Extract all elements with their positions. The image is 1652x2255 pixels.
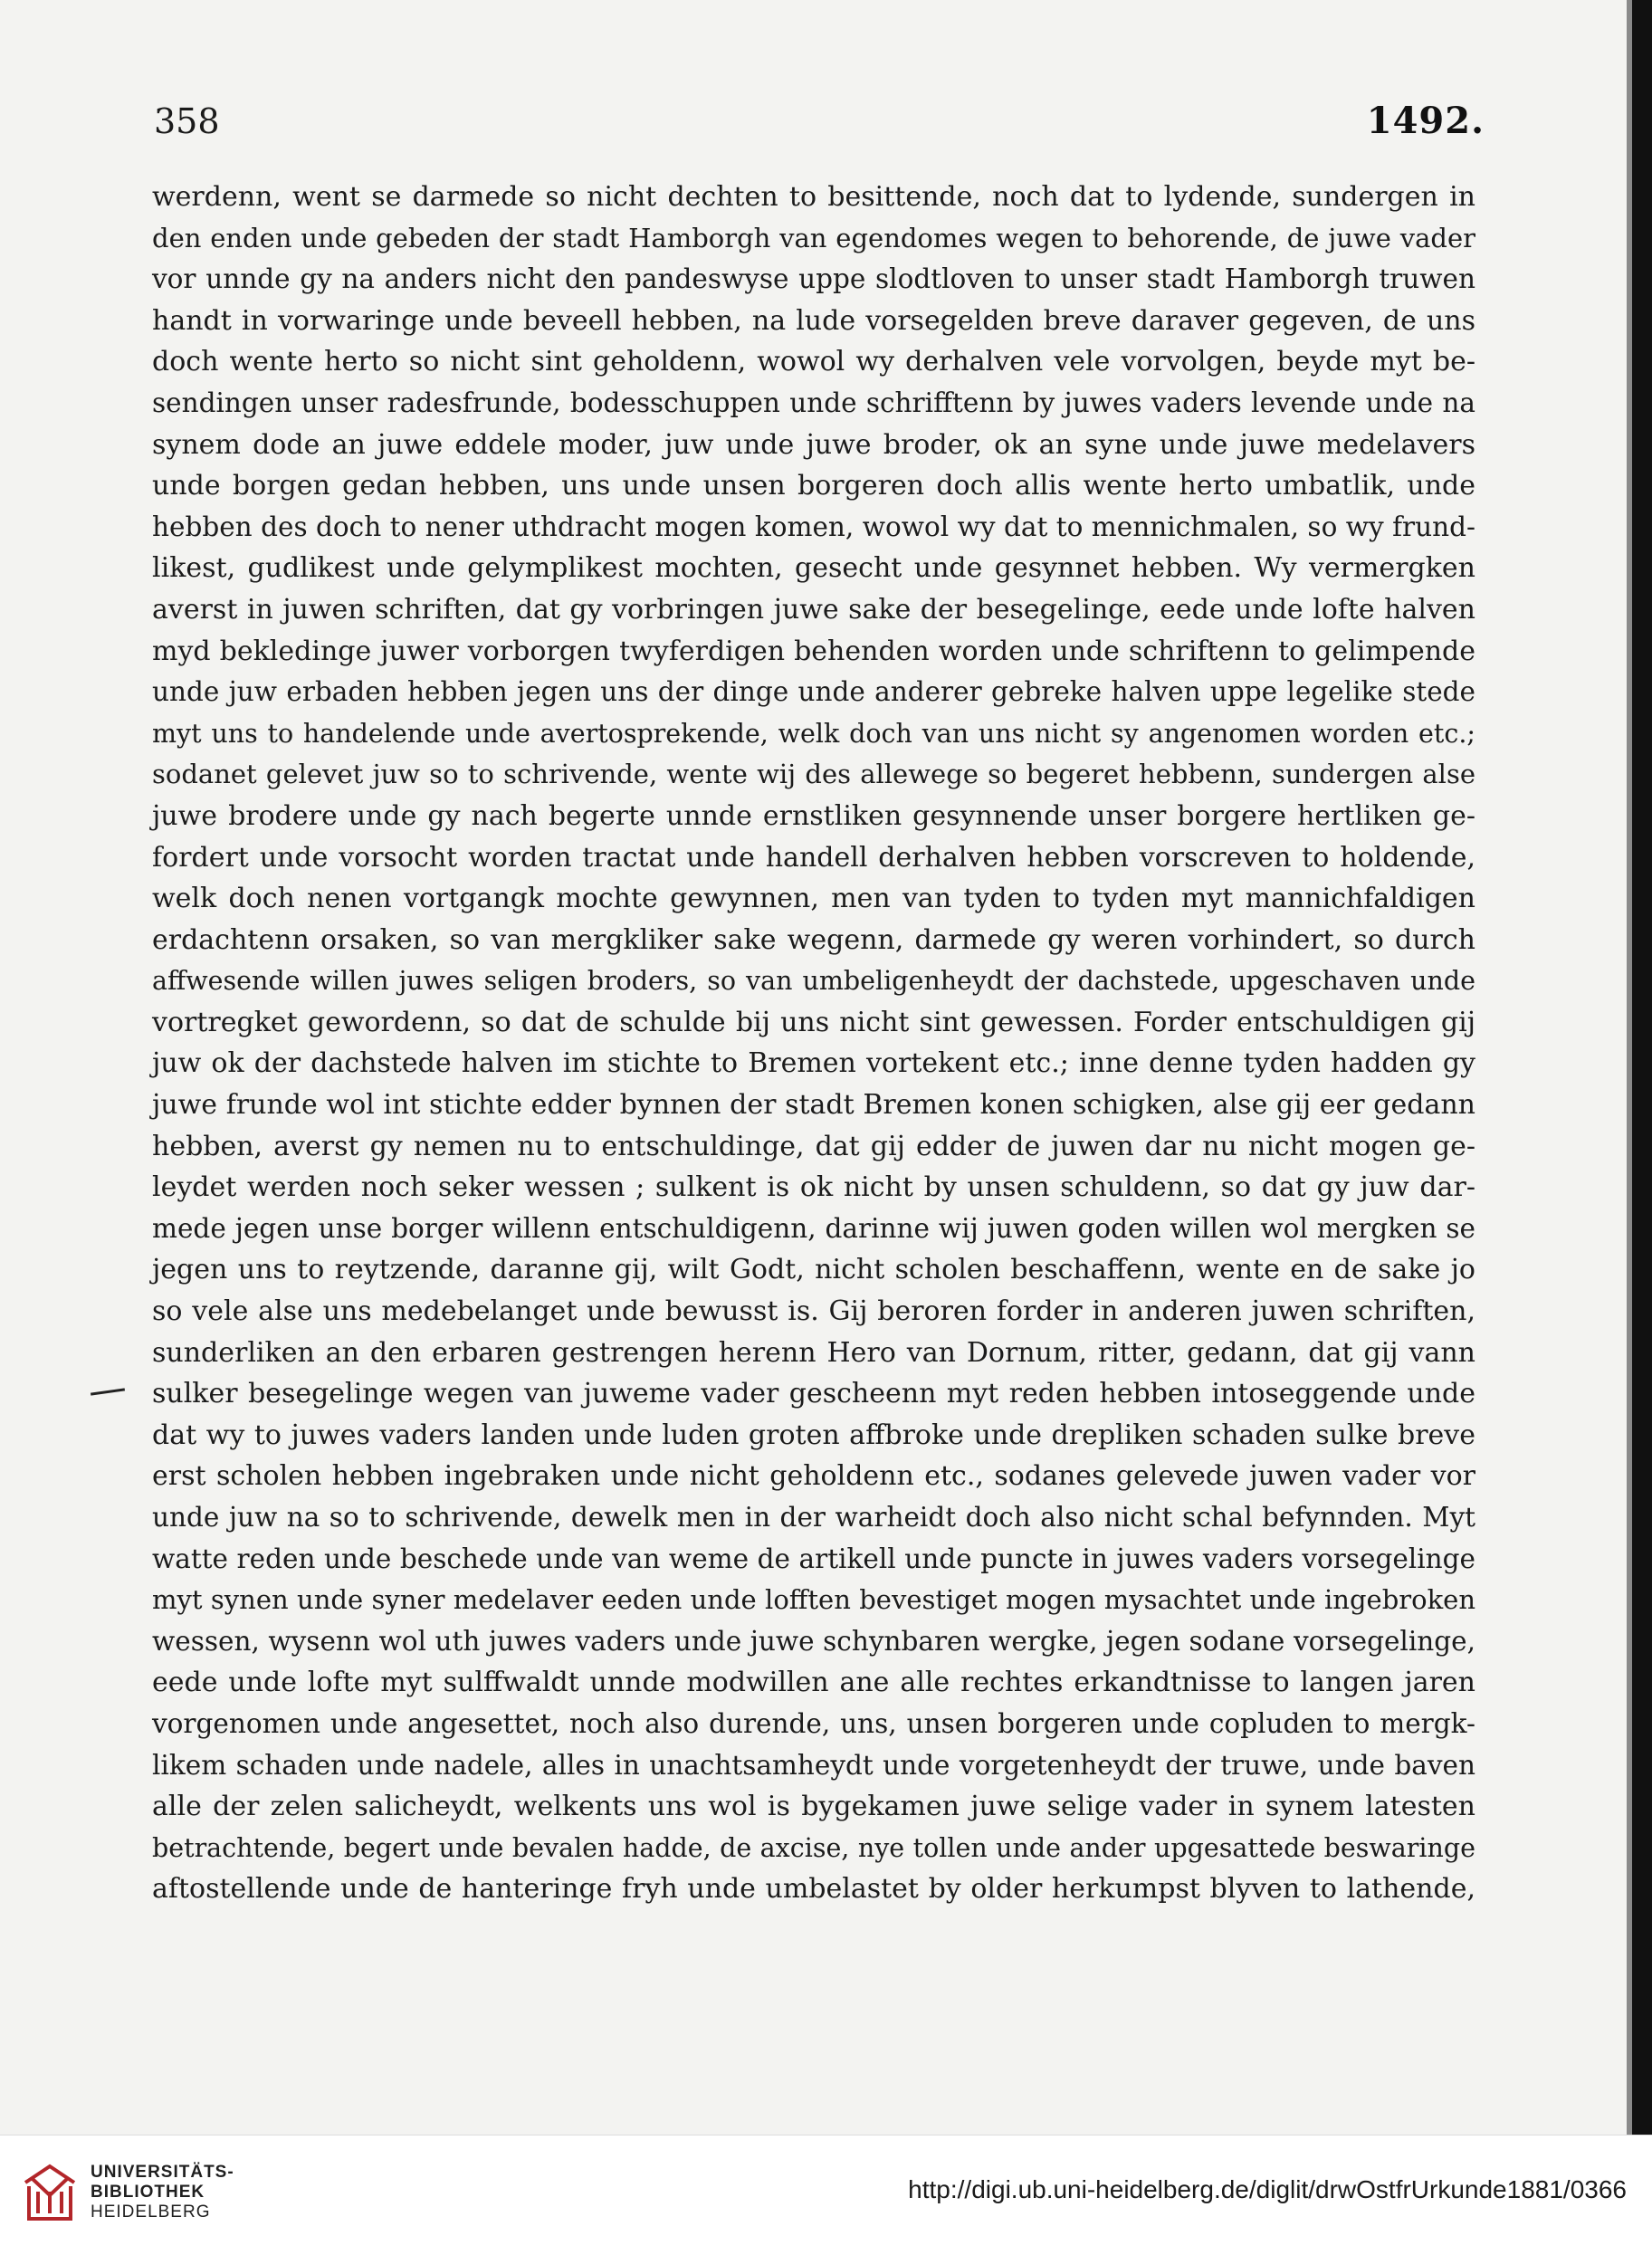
text-line: hebben, averst gy nemen nu to entschuldinge, dat gij edder de juwen dar nu nicht mogen ge-: [152, 1130, 1475, 1162]
text-line: fordert unde vorsocht worden tractat unde handell derhalven hebben vorscreven to holdende,: [152, 841, 1475, 874]
text-line: alle der zelen salicheydt, welkents uns wol is bygekamen juwe selige vader in synem latesten: [152, 1791, 1475, 1823]
footer-bar: [0, 2135, 1652, 2255]
text-line: doch wente herto so nicht sint geholdenn, wowol wy derhalven vele vorvolgen, beyde myt be-: [152, 346, 1475, 378]
text-line: synem dode an juwe eddele moder, juw unde juwe broder, ok an syne unde juwe medelavers: [152, 428, 1475, 461]
text-line: juwe brodere unde gy nach begerte unnde ernstliken gesynnende unser borgere hertliken ge-: [152, 799, 1475, 832]
text-line: sulker besegelinge wegen van juweme vader gescheenn myt reden hebben intoseggende unde: [152, 1378, 1475, 1410]
text-line: averst in juwen schriften, dat gy vorbringen juwe sake der besegelinge, eede unde lofte halven: [152, 593, 1475, 626]
text-line: unde juw na so to schrivende, dewelk men in der warheidt doch also nicht schal befynnden. Myt: [152, 1502, 1475, 1533]
text-line: eede unde lofte myt sulffwaldt unnde modwillen ane alle rechtes erkandtnisse to langen jaren: [152, 1667, 1475, 1699]
page-number: 358: [154, 101, 220, 141]
library-name: [91, 2163, 234, 2222]
text-line: so vele alse uns medebelanget unde bewusst is. Gij beroren forder in anderen juwen schriften,: [152, 1295, 1475, 1328]
text-line: welk doch nenen vortgangk mochte gewynnen, men van tyden to tyden myt mannichfaldigen: [152, 883, 1475, 915]
margin-dash-mark: [91, 1388, 125, 1395]
text-line: aftostellende unde de hanteringe fryh unde umbelastet by older herkumpst blyven to lathende,: [152, 1873, 1475, 1906]
text-line: sendingen unser radesfrunde, bodesschuppen unde schrifftenn by juwes vaders levende unde na: [152, 387, 1475, 418]
text-line: jegen uns to reytzende, daranne gij, wilt Godt, nicht scholen beschaffenn, wente en de sake jo: [152, 1254, 1475, 1286]
text-line: unde borgen gedan hebben, uns unde unsen borgeren doch allis wente herto umbatlik, unde: [152, 470, 1475, 502]
text-line: myt synen unde syner medelaver eeden unde lofften bevestiget mogen mysachtet unde ingebroken: [152, 1584, 1475, 1616]
text-line: sodanet gelevet juw so to schrivende, wente wij des allewege so begeret hebbenn, sundergen alse: [152, 759, 1475, 790]
text-line: leydet werden noch seker wessen ; sulkent is ok nicht by unsen schuldenn, so dat gy juw dar-: [152, 1171, 1475, 1204]
text-line: myd bekledinge juwer vorborgen twyferdigen behenden worden unde schriftenn to gelimpende: [152, 635, 1475, 667]
text-line: myt uns to handelende unde avertosprekende, welk doch van uns nicht sy angenomen worden etc.;: [152, 718, 1475, 749]
text-line: werdenn, went se darmede so nicht dechten to besittende, noch dat to lydende, sundergen in: [152, 181, 1475, 213]
text-line: vor unnde gy na anders nicht den pandeswyse uppe slodtloven to unser stadt Hamborgh truwen: [152, 263, 1475, 295]
library-name-line: HEIDELBERG: [91, 2202, 211, 2222]
text-line: mede jegen unse borger willenn entschuldigenn, darinne wij juwen goden willen wol mergken se: [152, 1212, 1475, 1244]
text-line: juwe frunde wol int stichte edder bynnen der stadt Bremen konen schigken, alse gij eer gedann: [152, 1089, 1475, 1122]
text-line: likest, gudlikest unde gelymplikest mochten, gesecht unde gesynnet hebben. Wy vermergken: [152, 552, 1475, 585]
text-line: affwesende willen juwes seligen broders, so van umbeligenheydt der dachstede, upgeschaven unde: [152, 966, 1475, 997]
text-line: dat wy to juwes vaders landen unde luden groten affbroke unde drepliken schaden sulke breve: [152, 1419, 1475, 1451]
text-line: erdachtenn orsaken, so van mergkliker sake wegenn, darmede gy weren vorhindert, so durch: [152, 923, 1475, 956]
text-line: sunderliken an den erbaren gestrengen herenn Hero van Dornum, ritter, gedann, dat gij vann: [152, 1336, 1475, 1369]
page-year-heading: 1492.: [1366, 100, 1485, 142]
text-line: vortregket gewordenn, so dat de schulde bij uns nicht sint gewessen. Forder entschuldigen gij: [152, 1006, 1475, 1038]
text-line: erst scholen hebben ingebraken unde nicht geholdenn etc., sodanes gelevede juwen vader vor: [152, 1460, 1475, 1493]
text-line: den enden unde gebeden der stadt Hamborgh van egendomes wegen to behorende, de juwe vader: [152, 222, 1475, 253]
ub-heidelberg-logo-icon[interactable]: [20, 2155, 80, 2228]
scan-edge-border: [1632, 0, 1652, 2135]
text-line: unde juw erbaden hebben jegen uns der dinge unde anderer gebreke halven uppe legelike stede: [152, 676, 1475, 708]
library-name-line: UNIVERSITÄTS-: [91, 2163, 234, 2182]
text-line: watte reden unde beschede unde van weme de artikell unde puncte in juwes vaders vorsegelinge: [152, 1543, 1475, 1574]
text-line: juw ok der dachstede halven im stichte to Bremen vortekent etc.; inne denne tyden hadden gy: [152, 1047, 1475, 1080]
text-line: wessen, wysenn wol uth juwes vaders unde juwe schynbaren wergke, jegen sodane vorsegelinge,: [152, 1625, 1475, 1657]
text-line: betrachtende, begert unde bevalen hadde, de axcise, nye tollen unde ander upgesattede beswaringe: [152, 1832, 1475, 1863]
document-body-text: [152, 177, 1475, 1910]
text-line: vorgenomen unde angesettet, noch also durende, uns, unsen borgeren unde copluden to mergk-: [152, 1707, 1475, 1739]
source-url-link[interactable]: http://digi.ub.uni-heidelberg.de/diglit/drwOstfrUrkunde1881/0366: [908, 2175, 1627, 2203]
text-line: likem schaden unde nadele, alles in unachtsamheydt unde vorgetenheydt der truwe, unde baven: [152, 1749, 1475, 1781]
library-name-line: BIBLIOTHEK: [91, 2183, 205, 2202]
text-line: hebben des doch to nener uthdracht mogen komen, wowol wy dat to mennichmalen, so wy frund-: [152, 511, 1475, 542]
text-line: handt in vorwaringe unde beveell hebben, na lude vorsegelden breve daraver gegeven, de uns: [152, 304, 1475, 337]
